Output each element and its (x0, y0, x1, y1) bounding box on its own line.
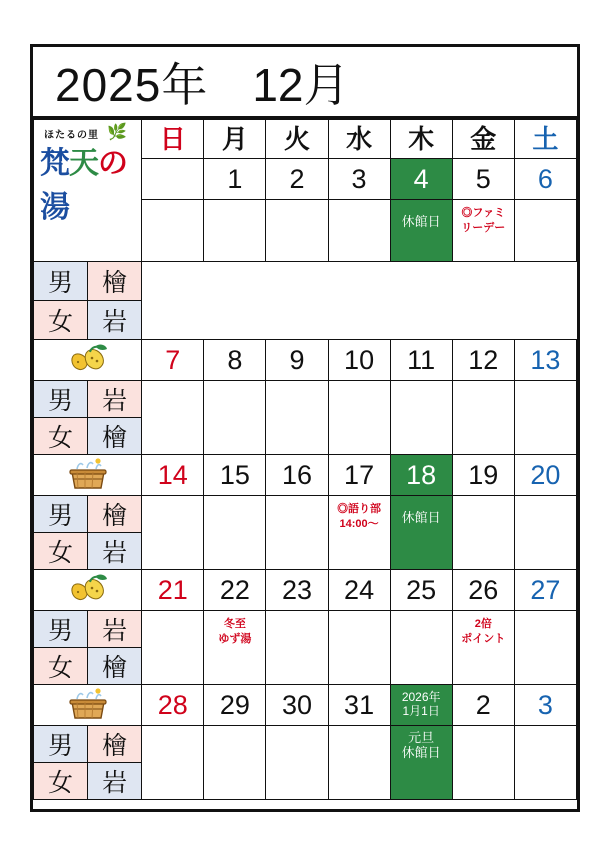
day-number: 2026年 1月1日 (401, 690, 441, 718)
day-note: 元旦 休館日 (401, 730, 441, 760)
day-cell-2026年 1月1日[interactable] (390, 685, 452, 726)
day-note-cell-2026年 1月1日[interactable] (390, 726, 452, 800)
day-cell-17[interactable] (328, 455, 390, 496)
day-cell-29[interactable] (204, 685, 266, 726)
weekday-header-row (34, 120, 577, 159)
weekday-header-2 (266, 120, 328, 159)
day-number: 28 (157, 690, 188, 720)
bath-male-type: 檜 (88, 262, 141, 300)
day-number: 24 (344, 575, 375, 605)
day-note (453, 381, 514, 387)
day-note-cell-26[interactable] (452, 611, 514, 685)
day-cell-8[interactable] (204, 340, 266, 381)
weekday-label: 木 (408, 124, 435, 154)
weekday-label: 土 (532, 124, 559, 154)
day-number: 2 (289, 164, 305, 194)
day-number: 29 (219, 690, 250, 720)
day-note: ◎語り部 14:00〜 (337, 503, 382, 530)
week-icon-cell-1 (34, 340, 142, 381)
day-note-cell-6[interactable] (514, 200, 576, 262)
day-note-cell-2[interactable] (452, 726, 514, 800)
bath-female-type: 岩 (88, 763, 141, 799)
day-cell-11[interactable] (390, 340, 452, 381)
bath-female-label: 女 (34, 301, 88, 339)
day-note-cell-28[interactable] (142, 726, 204, 800)
day-note-cell-22[interactable] (204, 611, 266, 685)
day-note-cell-9[interactable] (266, 381, 328, 455)
weekday-header-1 (204, 120, 266, 159)
day-number: 1 (227, 164, 243, 194)
day-cell-21[interactable] (142, 570, 204, 611)
day-number: 22 (219, 575, 250, 605)
weekday-label: 日 (159, 124, 186, 154)
day-number: 7 (165, 345, 181, 375)
leaf-icon: 🌿 (107, 124, 128, 141)
week-4-note-row (34, 726, 577, 800)
week-icon-cell-4 (34, 685, 142, 726)
day-note (515, 200, 576, 206)
day-note (391, 381, 452, 387)
day-number: 14 (157, 460, 188, 490)
day-note (329, 200, 390, 206)
day-note-cell-29[interactable] (204, 726, 266, 800)
day-note (266, 611, 327, 617)
day-note-cell-[interactable] (142, 200, 204, 262)
day-cell-6[interactable] (514, 159, 576, 200)
day-cell-30[interactable] (266, 685, 328, 726)
calendar-title (33, 47, 577, 119)
day-note: 休館日 (401, 510, 441, 525)
day-note-cell-31[interactable] (328, 726, 390, 800)
day-cell-18[interactable] (390, 455, 452, 496)
weekday-label: 月 (221, 124, 248, 154)
day-note (142, 726, 203, 732)
weekday-header-3 (328, 120, 390, 159)
day-note-cell-16[interactable] (266, 496, 328, 570)
day-number: 3 (537, 690, 553, 720)
day-note-cell-7[interactable] (142, 381, 204, 455)
bath-rotation-cell-1 (34, 381, 142, 455)
day-number: 18 (406, 460, 437, 490)
bath-male-label: 男 (34, 262, 88, 300)
day-note (142, 200, 203, 206)
day-number: 2 (475, 690, 491, 720)
weekday-label: 火 (283, 124, 310, 154)
day-note (453, 496, 514, 502)
weekday-label: 金 (470, 124, 497, 154)
bath-female-label: 女 (34, 418, 88, 454)
day-cell-4[interactable] (390, 159, 452, 200)
day-note (515, 381, 576, 387)
day-cell-31[interactable] (328, 685, 390, 726)
bath-female-label: 女 (34, 648, 88, 684)
day-note-cell-24[interactable] (328, 611, 390, 685)
day-note-cell-2[interactable] (266, 200, 328, 262)
day-cell-26[interactable] (452, 570, 514, 611)
day-cell-2[interactable] (452, 685, 514, 726)
calendar-table (33, 119, 577, 800)
day-note: ◎ファミ リーデー (461, 207, 506, 234)
day-note (515, 496, 576, 502)
day-number: 12 (468, 345, 499, 375)
bath-male-label: 男 (34, 496, 88, 532)
day-cell-2[interactable] (266, 159, 328, 200)
day-cell-14[interactable] (142, 455, 204, 496)
day-note (515, 726, 576, 732)
bath-male-label: 男 (34, 611, 88, 647)
weekday-header-4 (390, 120, 452, 159)
day-number: 25 (406, 575, 437, 605)
page-title-month: 12月 (252, 58, 350, 111)
day-note-cell-8[interactable] (204, 381, 266, 455)
day-note: 2倍 ポイント (461, 618, 506, 645)
day-cell-3[interactable] (328, 159, 390, 200)
bath-male-type: 檜 (88, 726, 141, 762)
day-note (329, 726, 390, 732)
day-note (204, 496, 265, 502)
day-note (142, 381, 203, 387)
week-1-date-row (34, 340, 577, 381)
brand-logo-cell (34, 120, 142, 262)
logo-top-text: ほたるの里 (44, 130, 99, 141)
yuzu-fruit-icon (34, 570, 141, 610)
week-3-date-row (34, 570, 577, 611)
day-cell-9[interactable] (266, 340, 328, 381)
day-cell-5[interactable] (452, 159, 514, 200)
day-number: 9 (289, 345, 305, 375)
day-number: 21 (157, 575, 188, 605)
bath-male-type: 岩 (88, 381, 141, 417)
page-title-year: 2025年 (55, 58, 209, 111)
day-number: 31 (344, 690, 375, 720)
week-2-note-row (34, 496, 577, 570)
day-number: 8 (227, 345, 243, 375)
day-note-cell-13[interactable] (514, 381, 576, 455)
day-number: 20 (530, 460, 561, 490)
day-note (204, 726, 265, 732)
day-number: 30 (281, 690, 312, 720)
calendar-frame (30, 44, 580, 812)
day-number: 27 (530, 575, 561, 605)
week-1-note-row (34, 381, 577, 455)
day-number: 17 (344, 460, 375, 490)
day-cell-10[interactable] (328, 340, 390, 381)
day-number: 6 (537, 164, 553, 194)
day-cell-20[interactable] (514, 455, 576, 496)
weekday-header-6 (514, 120, 576, 159)
wooden-tub-icon (34, 685, 141, 725)
day-note: 休館日 (401, 214, 441, 229)
bath-rotation-cell-4 (34, 726, 142, 800)
day-note (204, 200, 265, 206)
day-cell-15[interactable] (204, 455, 266, 496)
bath-female-label: 女 (34, 533, 88, 569)
day-note-cell-4[interactable] (390, 200, 452, 262)
wooden-tub-icon (34, 455, 141, 495)
week-0-bath-row (34, 262, 577, 340)
day-number: 19 (468, 460, 499, 490)
day-cell-23[interactable] (266, 570, 328, 611)
day-note: 冬至 ゆず湯 (218, 618, 252, 645)
day-note (515, 611, 576, 617)
day-number: 11 (407, 345, 436, 375)
bath-female-label: 女 (34, 763, 88, 799)
day-number: 23 (281, 575, 312, 605)
day-number: 13 (530, 345, 561, 375)
bath-rotation-cell-0 (34, 262, 142, 340)
day-note-cell-10[interactable] (328, 381, 390, 455)
day-note (142, 611, 203, 617)
day-note (453, 726, 514, 732)
day-note (142, 496, 203, 502)
day-cell-7[interactable] (142, 340, 204, 381)
day-note-cell-3[interactable] (328, 200, 390, 262)
weekday-label: 水 (346, 124, 373, 154)
week-2-date-row (34, 455, 577, 496)
day-note-cell-11[interactable] (390, 381, 452, 455)
day-number: 26 (468, 575, 499, 605)
bath-male-label: 男 (34, 381, 88, 417)
bath-female-type: 岩 (88, 301, 141, 339)
week-3-note-row (34, 611, 577, 685)
day-note-cell-30[interactable] (266, 726, 328, 800)
day-note (391, 611, 452, 617)
logo-main-text: 梵天の湯 (40, 147, 127, 224)
day-note-cell-14[interactable] (142, 496, 204, 570)
day-note-cell-23[interactable] (266, 611, 328, 685)
bath-rotation-cell-2 (34, 496, 142, 570)
bath-male-label: 男 (34, 726, 88, 762)
day-note-cell-12[interactable] (452, 381, 514, 455)
day-note-cell-27[interactable] (514, 611, 576, 685)
day-number: 3 (351, 164, 367, 194)
day-cell-25[interactable] (390, 570, 452, 611)
day-note-cell-5[interactable] (452, 200, 514, 262)
day-note (266, 381, 327, 387)
day-note (266, 200, 327, 206)
day-note-cell-1[interactable] (204, 200, 266, 262)
day-cell-22[interactable] (204, 570, 266, 611)
bath-rotation-cell-3 (34, 611, 142, 685)
day-note (266, 496, 327, 502)
bath-female-type: 岩 (88, 533, 141, 569)
day-number: 4 (413, 164, 429, 194)
day-note-cell-15[interactable] (204, 496, 266, 570)
week-icon-cell-2 (34, 455, 142, 496)
day-cell-3[interactable] (514, 685, 576, 726)
day-note (329, 611, 390, 617)
day-note-cell-21[interactable] (142, 611, 204, 685)
day-note (329, 381, 390, 387)
week-4-date-row (34, 685, 577, 726)
day-cell-27[interactable] (514, 570, 576, 611)
day-number: 10 (344, 345, 375, 375)
day-note-cell-17[interactable] (328, 496, 390, 570)
yuzu-fruit-icon (34, 340, 141, 380)
day-note-cell-18[interactable] (390, 496, 452, 570)
weekday-header-0 (142, 120, 204, 159)
bath-male-type: 岩 (88, 611, 141, 647)
weekday-header-5 (452, 120, 514, 159)
day-note-cell-20[interactable] (514, 496, 576, 570)
day-cell-12[interactable] (452, 340, 514, 381)
day-cell-blank[interactable] (142, 159, 204, 200)
day-cell-16[interactable] (266, 455, 328, 496)
day-cell-28[interactable] (142, 685, 204, 726)
day-note (204, 381, 265, 387)
day-cell-1[interactable] (204, 159, 266, 200)
bath-male-type: 檜 (88, 496, 141, 532)
day-number: 5 (475, 164, 491, 194)
day-note-cell-3[interactable] (514, 726, 576, 800)
day-cell-24[interactable] (328, 570, 390, 611)
day-note-cell-25[interactable] (390, 611, 452, 685)
bath-female-type: 檜 (88, 648, 141, 684)
day-number: 16 (281, 460, 312, 490)
day-cell-19[interactable] (452, 455, 514, 496)
day-note-cell-19[interactable] (452, 496, 514, 570)
day-cell-13[interactable] (514, 340, 576, 381)
day-note (266, 726, 327, 732)
bath-female-type: 檜 (88, 418, 141, 454)
day-number: 15 (219, 460, 250, 490)
week-icon-cell-3 (34, 570, 142, 611)
